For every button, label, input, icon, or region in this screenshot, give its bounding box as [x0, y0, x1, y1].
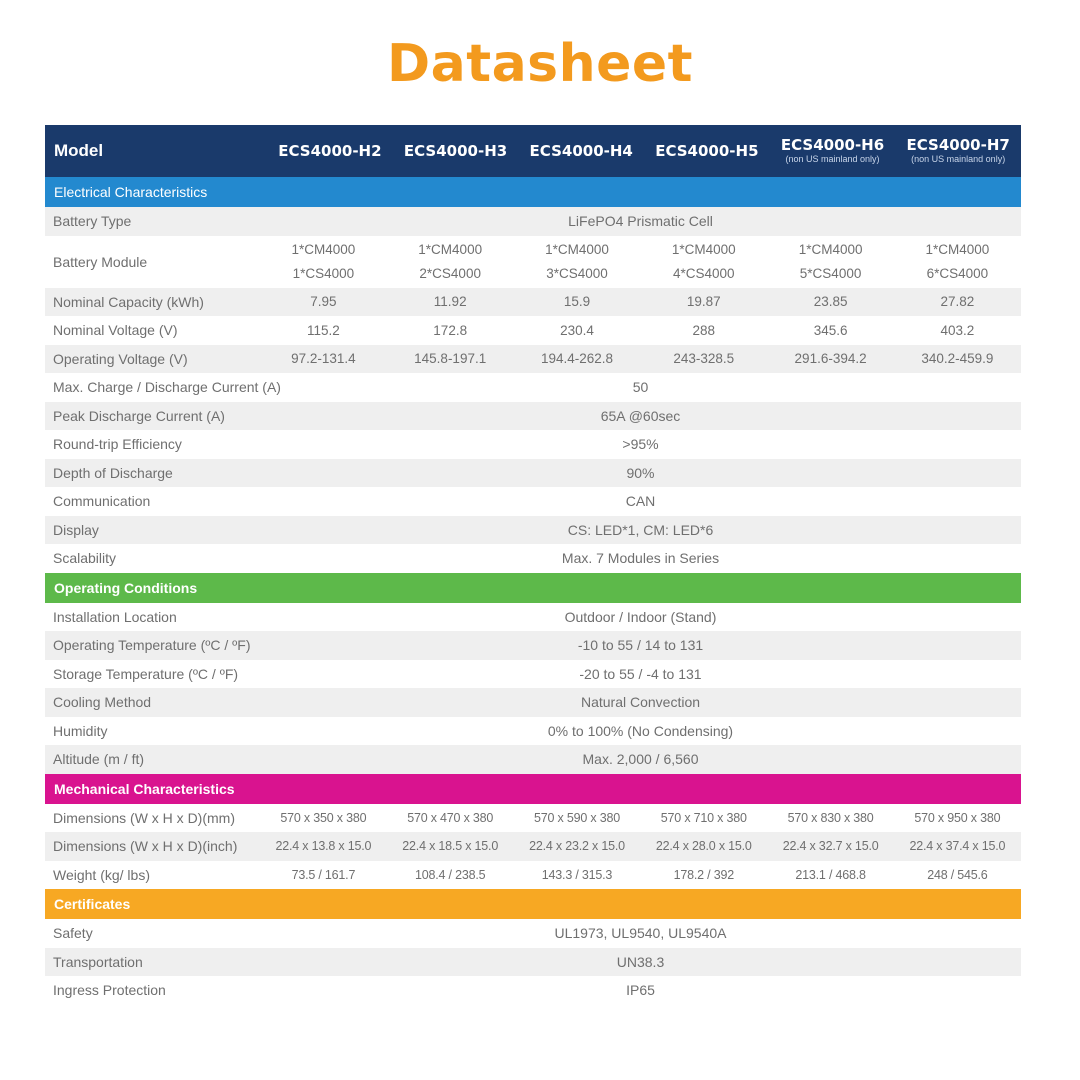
row-label: Scalability [53, 550, 117, 567]
cell: 97.2-131.4 [291, 351, 356, 367]
cell: 27.82 [940, 294, 975, 310]
cell: 22.4 x 13.8 x 15.0 [275, 839, 372, 854]
row-value: Natural Convection [580, 694, 701, 711]
row-max-current [45, 373, 1021, 402]
row-value: >95% [622, 436, 659, 453]
cell: 570 x 350 x 380 [280, 810, 367, 825]
cell: 213.1 / 468.8 [795, 867, 866, 882]
cell: 73.5 / 161.7 [291, 867, 356, 882]
row-cooling [45, 688, 1021, 717]
cell: 22.4 x 37.4 x 15.0 [909, 839, 1006, 854]
cell: 291.6-394.2 [794, 351, 867, 367]
row-value: CAN [625, 493, 656, 510]
row-value: CS: LED*1, CM: LED*6 [567, 521, 714, 538]
row-label: Nominal Capacity (kWh) [53, 293, 204, 310]
row-dimensions-mm [45, 804, 1021, 833]
cell: 340.2-459.9 [921, 351, 994, 367]
model-note: (non US mainland only) [785, 154, 880, 164]
row-label: Dimensions (W x H x D)(inch) [53, 838, 238, 855]
cell: 1*CM4000 1*CS4000 [291, 241, 356, 281]
row-label: Battery Module [53, 253, 148, 270]
section-electrical: Electrical Characteristics [45, 177, 1021, 207]
row-altitude [45, 745, 1021, 774]
cell: 22.4 x 18.5 x 15.0 [402, 839, 499, 854]
row-installation [45, 603, 1021, 632]
model-column-h5: ECS4000-H5 [655, 141, 759, 160]
cell: 23.85 [813, 294, 848, 310]
cell: 22.4 x 23.2 x 15.0 [529, 839, 625, 854]
cell: 1*CM4000 3*CS4000 [545, 241, 609, 281]
section-certificates: Certificates [45, 889, 1021, 919]
cell: 403.2 [940, 322, 975, 338]
cell: 194.4-262.8 [540, 351, 614, 367]
cell: 230.4 [560, 322, 594, 338]
row-label: Transportation [53, 953, 143, 970]
row-label: Display [53, 521, 99, 538]
row-value: UL1973, UL9540, UL9540A [554, 925, 727, 942]
row-nominal-voltage [45, 316, 1021, 345]
row-value: 0% to 100% (No Condensing) [547, 722, 734, 739]
cell: 22.4 x 32.7 x 15.0 [782, 839, 879, 854]
row-communication [45, 487, 1021, 516]
row-value: 65A @60sec [600, 407, 681, 424]
model-column-h4: ECS4000-H4 [529, 141, 633, 160]
row-value: -10 to 55 / 14 to 131 [577, 637, 704, 654]
model-column-h2: ECS4000-H2 [278, 141, 382, 160]
cell: 345.6 [813, 322, 848, 338]
row-label: Weight (kg/ lbs) [53, 866, 150, 883]
cell: 1*CM4000 5*CS4000 [798, 241, 863, 281]
row-value: -20 to 55 / -4 to 131 [579, 665, 702, 682]
cell: 570 x 950 x 380 [914, 810, 1001, 825]
row-label: Round-trip Efficiency [53, 436, 182, 453]
row-label: Ingress Protection [53, 982, 166, 999]
row-dod [45, 459, 1021, 488]
row-label: Communication [53, 493, 151, 510]
row-scalability [45, 544, 1021, 573]
row-label: Peak Discharge Current (A) [53, 407, 225, 424]
row-weight [45, 861, 1021, 890]
cell: 115.2 [307, 322, 340, 338]
row-label: Cooling Method [53, 694, 152, 711]
row-ingress [45, 976, 1021, 1005]
section-operating: Operating Conditions [45, 573, 1021, 603]
row-label: Storage Temperature (ºC / ºF) [53, 665, 239, 682]
row-peak-current [45, 402, 1021, 431]
cell: 143.3 / 315.3 [541, 867, 613, 882]
cell: 15.9 [563, 294, 591, 310]
row-label: Humidity [53, 722, 108, 739]
cell: 288 [692, 322, 716, 338]
cell: 243-328.5 [673, 351, 735, 367]
row-value: 90% [626, 464, 655, 481]
row-safety [45, 919, 1021, 948]
cell: 108.4 / 238.5 [415, 867, 486, 882]
model-column-h3: ECS4000-H3 [403, 141, 508, 160]
row-label: Dimensions (W x H x D)(mm) [53, 809, 235, 826]
row-label: Nominal Voltage (V) [53, 322, 178, 339]
row-label: Installation Location [53, 608, 177, 625]
row-label: Battery Type [53, 213, 132, 230]
cell: 178.2 / 392 [673, 867, 734, 882]
row-transportation [45, 948, 1021, 977]
row-storage-temperature [45, 660, 1021, 689]
row-label: Safety [53, 925, 93, 942]
row-label: Max. Charge / Discharge Current (A) [53, 379, 281, 396]
cell: 145.8-197.1 [414, 351, 487, 367]
cell: 570 x 710 x 380 [660, 810, 747, 825]
row-display [45, 516, 1021, 545]
row-battery-module [45, 236, 1021, 288]
cell: 1*CM4000 6*CS4000 [925, 241, 990, 281]
row-value: Max. 2,000 / 6,560 [582, 751, 699, 768]
row-value: LiFePO4 Prismatic Cell [568, 213, 713, 230]
table-header [45, 125, 1021, 177]
model-column-h6: ECS4000-H6 (non US mainland only) [770, 137, 896, 165]
model-header-label: Model [54, 141, 104, 160]
row-label: Operating Temperature (ºC / ºF) [53, 637, 251, 654]
cell: 172.8 [433, 322, 468, 338]
cell: 570 x 590 x 380 [534, 810, 620, 825]
row-value: Max. 7 Modules in Series [561, 550, 720, 567]
section-mechanical: Mechanical Characteristics [45, 774, 1021, 804]
cell: 248 / 545.6 [927, 867, 988, 882]
row-nominal-capacity [45, 288, 1021, 317]
page-title: Datasheet [386, 34, 694, 94]
row-label: Depth of Discharge [53, 464, 173, 481]
row-operating-voltage [45, 345, 1021, 374]
row-battery-type [45, 207, 1021, 236]
row-value: 50 [632, 379, 649, 396]
model-note: (non US mainland only) [911, 154, 1006, 164]
row-value: IP65 [626, 982, 655, 999]
row-humidity [45, 717, 1021, 746]
row-label: Operating Voltage (V) [53, 350, 188, 367]
row-dimensions-inch [45, 832, 1021, 861]
cell: 19.87 [686, 294, 721, 310]
row-operating-temperature [45, 631, 1021, 660]
row-efficiency [45, 430, 1021, 459]
datasheet-table [45, 125, 1021, 1005]
row-value: UN38.3 [616, 953, 665, 970]
cell: 1*CM4000 4*CS4000 [671, 241, 736, 281]
cell: 7.95 [310, 294, 337, 310]
cell: 570 x 470 x 380 [407, 810, 494, 825]
cell: 11.92 [433, 294, 467, 310]
row-label: Altitude (m / ft) [53, 751, 145, 768]
cell: 22.4 x 28.0 x 15.0 [655, 839, 752, 854]
cell: 570 x 830 x 380 [787, 810, 874, 825]
row-value: Outdoor / Indoor (Stand) [564, 608, 717, 625]
model-column-h7: ECS4000-H7 (non US mainland only) [895, 137, 1021, 165]
cell: 1*CM4000 2*CS4000 [418, 241, 483, 281]
